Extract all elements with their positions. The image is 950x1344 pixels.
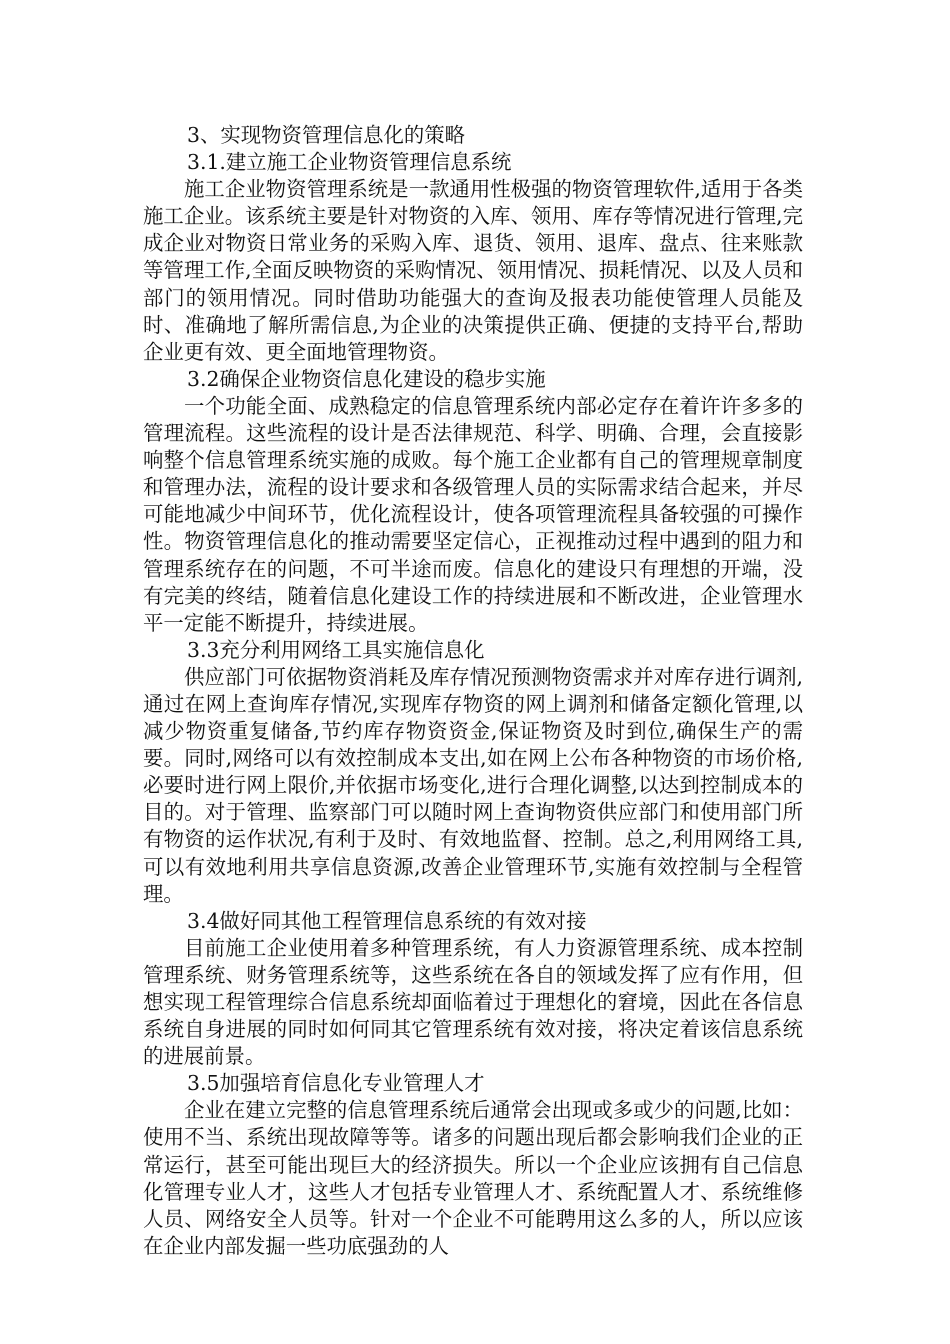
section-heading: 3、实现物资管理信息化的策略 [187,123,466,147]
subsection-heading: 3.2确保企业物资信息化建设的稳步实施 [187,366,546,391]
body-paragraph: 供应部门可依据物资消耗及库存情况预测物资需求并对库存进行调剂,通过在网上查询库存情况,实现库存物资的网上调剂和储备定额化管理,以减少物资重复储备,节约库存物资资金,保证物资及时到位,确保生产的需要。同时,网络可以有效控制成本支出,如在网上公布各种物资的市场价格,必要时进行网上限价,并依据市场变化,进行合理化调整,以达到控制成本的目的。对于管理、监察部门可以随时网上查询物资供应部门和使用部门所有物资的运作状况,有利于及时、有效地监督、控制。总之,利用网络工具,可以有效地利用共享信息资源,改善企业管理环节,实施有效控制与全程管理。 [143,664,803,906]
subsection-heading: 3.3充分利用网络工具实施信息化 [187,637,485,662]
subsection-heading: 3.4做好同其他工程管理信息系统的有效对接 [187,908,587,933]
subsection-heading: 3.1.建立施工企业物资管理信息系统 [187,150,512,175]
document-body [143,122,803,1260]
body-paragraph: 一个功能全面、成熟稳定的信息管理系统内部必定存在着许许多多的管理流程。这些流程的设计是否法律规范、科学、明确、合理，会直接影响整个信息管理系统实施的成败。每个施工企业都有自己的管理规章制度和管理办法，流程的设计要求和各级管理人员的实际需求结合起来，并尽可能地减少中间环节，优化流程设计，使各项管理流程具备较强的可操作性。物资管理信息化的推动需要坚定信心，正视推动过程中遇到的阻力和管理系统存在的问题，不可半途而废。信息化的建设只有理想的开端，没有完美的终结，随着信息化建设工作的持续进展和不断改进，企业管理水平一定能不断提升，持续进展。 [143,393,803,635]
body-paragraph: 施工企业物资管理系统是一款通用性极强的物资管理软件,适用于各类施工企业。该系统主要是针对物资的入库、领用、库存等情况进行管理,完成企业对物资日常业务的采购入库、退货、领用、退库、盘点、往来账款等管理工作,全面反映物资的采购情况、领用情况、损耗情况、以及人员和部门的领用情况。同时借助功能强大的查询及报表功能使管理人员能及时、准确地了解所需信息,为企业的决策提供正确、便捷的支持平台,帮助企业更有效、更全面地管理物资。 [143,177,803,364]
body-paragraph: 企业在建立完整的信息管理系统后通常会出现或多或少的问题,比如：使用不当、系统出现故障等等。诸多的问题出现后都会影响我们企业的正常运行，甚至可能出现巨大的经济损失。所以一个企业应该拥有自己信息化管理专业人才，这些人才包括专业管理人才、系统配置人才、系统维修人员、网络安全人员等。针对一个企业不可能聘用这么多的人，所以应该在企业内部发掘一些功底强劲的人 [143,1098,803,1258]
subsection-heading: 3.5加强培育信息化专业管理人才 [187,1071,485,1096]
body-paragraph: 目前施工企业使用着多种管理系统，有人力资源管理系统、成本控制管理系统、财务管理系统等，这些系统在各自的领域发挥了应有作用，但想实现工程管理综合信息系统却面临着过于理想化的窘境，因此在各信息系统自身进展的同时如何同其它管理系统有效对接，将决定着该信息系统的进展前景。 [143,935,803,1069]
